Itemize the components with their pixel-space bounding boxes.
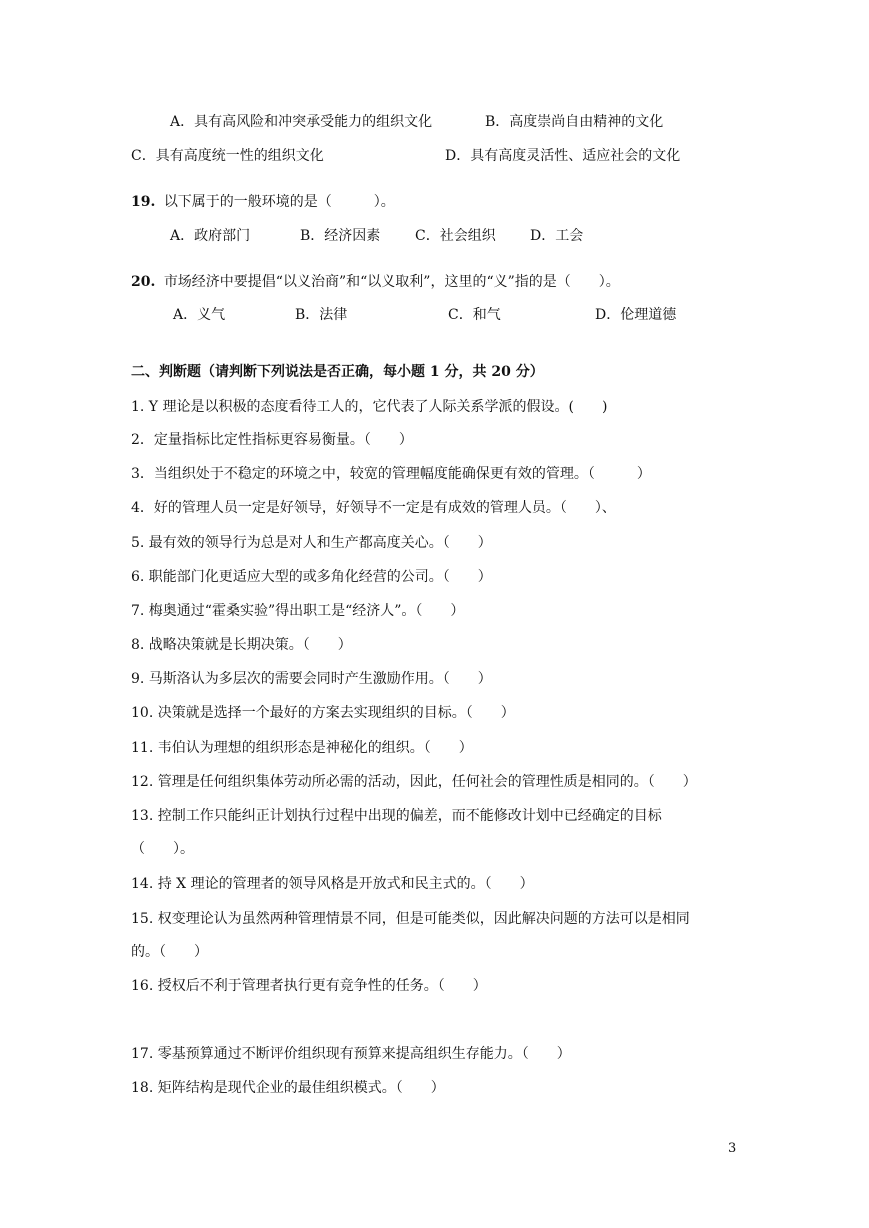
q19-option-d: D．工会 (530, 228, 584, 244)
tf-item-continuation: （ ）。 (131, 841, 194, 857)
tf-item: 12. 管理是任何组织集体劳动所必需的活动，因此，任何社会的管理性质是相同的。（ ） (131, 774, 697, 790)
q18-option-c: C．具有高度统一性的组织文化 (131, 148, 324, 164)
tf-item: 10. 决策就是选择一个最好的方案去实现组织的目标。（ ） (131, 705, 515, 721)
tf-item: 6. 职能部门化更适应大型的或多角化经营的公司。（ ） (131, 569, 492, 585)
question-19 (131, 192, 395, 212)
question-number: 19. (131, 194, 156, 210)
q20-option-a: A．义气 (173, 307, 226, 323)
tf-item: 14. 持 X 理论的管理者的领导风格是开放式和民主式的。（ ） (131, 876, 534, 892)
q18-option-a: A．具有高风险和冲突承受能力的组织文化 (170, 114, 433, 130)
q20-option-b: B．法律 (295, 307, 348, 323)
tf-item: 4．好的管理人员一定是好领导，好领导不一定是有成效的管理人员。（ ）、 (131, 500, 616, 516)
q19-option-b: B．经济因素 (300, 228, 381, 244)
question-text: 以下属于的一般环境的是（ ）。 (163, 194, 395, 210)
tf-item: 16. 授权后不利于管理者执行更有竞争性的任务。（ ） (131, 978, 487, 994)
tf-item: 5. 最有效的领导行为总是对人和生产都高度关心。（ ） (131, 535, 492, 551)
q18-option-b: B．高度崇尚自由精神的文化 (485, 114, 664, 130)
tf-item: 18. 矩阵结构是现代企业的最佳组织模式。（ ） (131, 1080, 445, 1096)
tf-item: 2．定量指标比定性指标更容易衡量。（ ） (131, 432, 413, 448)
tf-item: 11. 韦伯认为理想的组织形态是神秘化的组织。（ ） (131, 740, 473, 756)
tf-item: 17. 零基预算通过不断评价组织现有预算来提高组织生存能力。（ ） (131, 1046, 571, 1062)
tf-item: 13. 控制工作只能纠正计划执行过程中出现的偏差，而不能修改计划中已经确定的目标 (131, 808, 662, 824)
q19-option-a: A．政府部门 (170, 228, 251, 244)
q19-option-c: C．社会组织 (415, 228, 496, 244)
q20-option-c: C．和气 (448, 307, 501, 323)
q20-option-d: D．伦理道德 (595, 307, 677, 323)
tf-item: 1. Y 理论是以积极的态度看待工人的，它代表了人际关系学派的假设。( ) (131, 399, 608, 415)
question-text: 市场经济中要提倡“以义治商”和“以义取利”，这里的“义”指的是（ ）。 (163, 274, 620, 290)
q18-option-d: D．具有高度灵活性、适应社会的文化 (445, 148, 681, 164)
question-number: 20. (131, 274, 156, 290)
tf-item: 7. 梅奥通过“霍桑实验”得出职工是“经济人”。（ ） (131, 603, 465, 619)
tf-item: 9. 马斯洛认为多层次的需要会同时产生激励作用。（ ） (131, 671, 492, 687)
tf-item-continuation: 的。（ ） (131, 944, 208, 960)
page-number: 3 (728, 1141, 737, 1156)
section-heading: 二、判断题（请判断下列说法是否正确，每小题 1 分，共 20 分） (131, 364, 544, 380)
question-20 (131, 272, 620, 292)
tf-item: 8. 战略决策就是长期决策。（ ） (131, 637, 352, 653)
tf-item: 3．当组织处于不稳定的环境之中，较宽的管理幅度能确保更有效的管理。（ ） (131, 466, 651, 482)
tf-item: 15. 权变理论认为虽然两种管理情景不同，但是可能类似，因此解决问题的方法可以是相同 (131, 911, 690, 927)
